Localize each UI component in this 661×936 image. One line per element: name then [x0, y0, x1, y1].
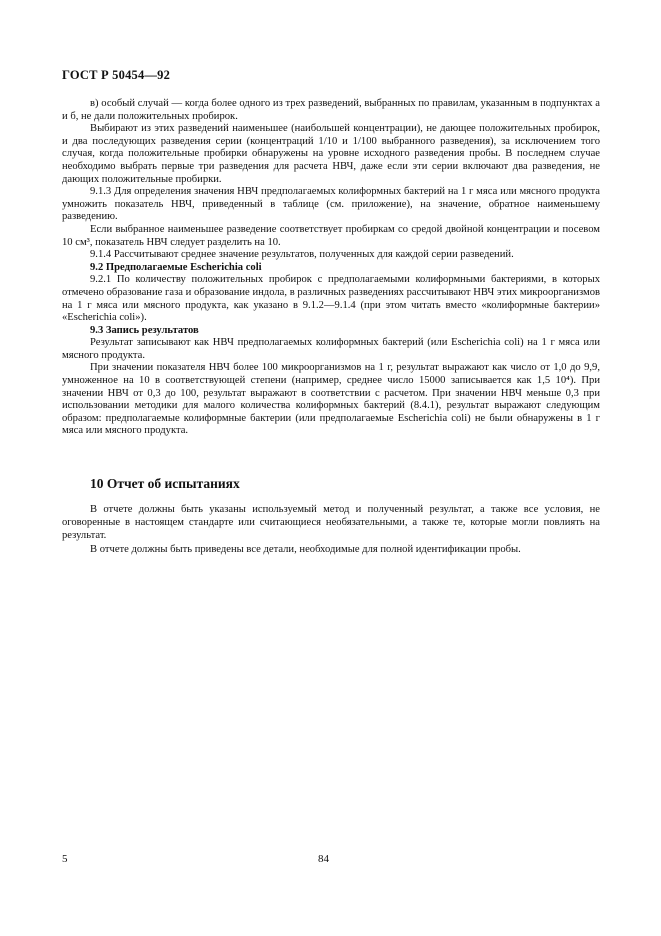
footer-left-number: 5	[62, 853, 68, 865]
section-10-paragraph-2: В отчете должны быть приведены все детали, необходимые для полной идентификации пробы.	[90, 543, 521, 555]
heading-92: 9.2 Предполагаемые Escherichia coli	[90, 261, 262, 273]
paragraph-select: Выбирают из этих разведений наименьшее (наибольшей концентрации), не дающее положительных пробирок, и два последующих разведения серии (концентраций 1/10 и 1/100 выбранного разведения), за исключением того случая, когда положительные пробирки обнаружены на уровне исходного разведения пробы. В последнем случае необходимо выбрать первые три разведения для расчета НВЧ, даже если эти серии включают два разведения, не дающих положительные пробирки.	[62, 123, 600, 185]
page-number: 84	[318, 853, 329, 865]
paragraph-913: 9.1.3 Для определения значения НВЧ предполагаемых колиформных бактерий на 1 г мяса или мясного продукта умножить показатель НВЧ, приведенный в таблице (см. приложение), на значение, обратное наименьшему разведению.	[62, 186, 600, 223]
paragraph-double-conc: Если выбранное наименьшее разведение соответствует пробиркам со средой двойной концентрации и посевом 10 см³, показатель НВЧ следует разделить на 10.	[62, 223, 600, 248]
paragraph-v: в) особый случай — когда более одного из трех разведений, выбранных по правилам, указанным в подпунктах а и б, не дали положительных пробирок.	[62, 98, 600, 122]
paragraph-93-1: Результат записывают как НВЧ предполагаемых колиформных бактерий (или Escherichia coli) на 1 г мяса или мясного продукта.	[62, 337, 600, 361]
section-10-paragraph-1: В отчете должны быть указаны используемый метод и полученный результат, а также все условия, не оговоренные в настоящем стандарте или считающиеся необязательными, а также те, которые могли повлиять на результат.	[62, 504, 600, 542]
paragraph-93-2: При значении показателя НВЧ более 100 микроорганизмов на 1 г, результат выражают как число от 1,0 до 9,9, умноженное на 10 в соответствующей степени (например, среднее число 15000 записывается как 1,5 10⁴). При значении НВЧ от 0,3 до 100, результат выражают в соответствии с расчетом. При значении НВЧ меньше 0,3 при использовании методики для малого количества колиформных бактерий (8.4.1), результат выражают следующим образом: предполагаемые колиформные бактерии (или предполагаемые Escherichia coli) не были обнаружены в 1 г мяса или мясного продукта.	[62, 362, 600, 437]
document-body	[62, 98, 600, 438]
section-10-body	[62, 503, 600, 556]
section-10-title: 10 Отчет об испытаниях	[90, 476, 240, 491]
paragraph-921: 9.2.1 По количеству положительных пробирок с предполагаемыми колиформными бактериями, в которых отмечено образование газа и образование индола, в различных разведениях рассчитывают НВЧ этих микроорганизмов на 1 г мяса или мясного продукта, как указано в 9.1.2—9.1.4 (при этом читать вместо «колиформные бактерии» «Escherichia coli»).	[62, 274, 600, 324]
heading-93: 9.3 Запись результатов	[90, 324, 199, 336]
paragraph-914: 9.1.4 Рассчитывают среднее значение результатов, полученных для каждой серии разведений.	[90, 249, 514, 261]
document-header: ГОСТ Р 50454—92	[62, 68, 171, 82]
